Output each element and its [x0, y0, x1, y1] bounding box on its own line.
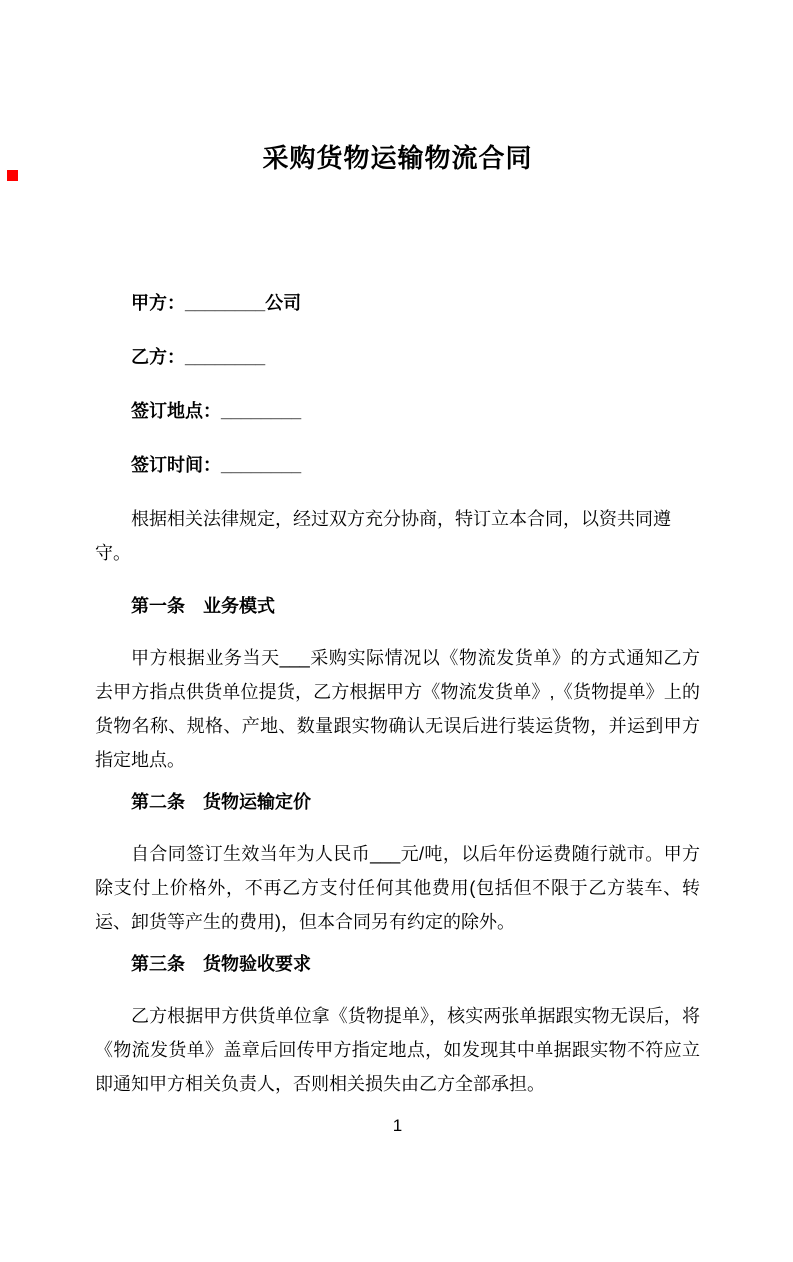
- contract-document-page: [0, 140, 793, 1262]
- section-3-body: 乙方根据甲方供货单位拿《货物提单》，核实两张单据跟实物无误后，将《物流发货单》盖章后回传甲方指定地点，如发现其中单据跟实物不符应立即通知甲方相关负责人，否则相关损失由乙方全部承担。: [95, 1006, 700, 1094]
- field-party-b: 乙方：________: [131, 347, 266, 367]
- document-title: 采购货物运输物流合同: [262, 143, 533, 173]
- field-signing-time: 签订时间：________: [131, 455, 302, 475]
- page-number: 1: [392, 1116, 403, 1135]
- section-2-body: 自合同签订生效当年为人民币___元/吨，以后年份运费随行就市。甲方除支付上价格外，不再乙方支付任何其他费用(包括但不限于乙方装车、转运、卸货等产生的费用)，但本合同另有约定的除外。: [95, 844, 700, 932]
- red-corner-marker: [7, 170, 18, 181]
- document-content: [0, 140, 793, 1136]
- field-signing-place: 签订地点：________: [131, 401, 302, 421]
- section-1-heading: 第一条 业务模式: [131, 596, 275, 616]
- preamble-text: 根据相关法律规定，经过双方充分协商，特订立本合同，以资共同遵守。: [95, 509, 671, 563]
- field-party-a: 甲方：________公司: [131, 293, 302, 313]
- section-3-heading: 第三条 货物验收要求: [131, 954, 311, 974]
- section-1-body: 甲方根据业务当天___采购实际情况以《物流发货单》的方式通知乙方去甲方指点供货单位提货，乙方根据甲方《物流发货单》,《货物提单》上的货物名称、规格、产地、数量跟实物确认无误后进行装运货物，并运到甲方指定地点。: [95, 648, 700, 770]
- section-2-heading: 第二条 货物运输定价: [131, 792, 311, 812]
